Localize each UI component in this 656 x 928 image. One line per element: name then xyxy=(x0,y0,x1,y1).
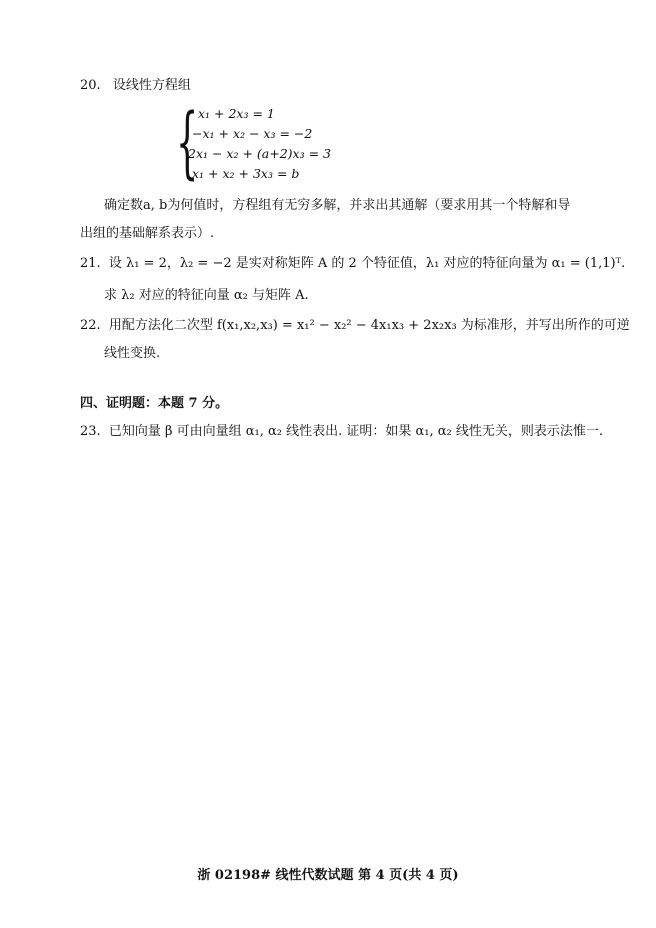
system-eq-1: x₁ + 2x₃ = 1 xyxy=(198,106,275,121)
equation-system xyxy=(176,100,346,186)
q22-line-1 xyxy=(80,318,630,334)
q23-text-1: 已知向量 β 可由向量组 α₁, α₂ 线性表出. 证明：如果 α₁, α₂ 线性无关，则表示法惟一. xyxy=(108,424,604,439)
q21-line-1 xyxy=(80,256,625,272)
q23-line-1 xyxy=(80,424,603,440)
system-eq-3: 2x₁ − x₂ + (a+2)x₃ = 3 xyxy=(188,146,331,161)
system-eq-4: x₁ + x₂ + 3x₃ = b xyxy=(192,166,300,181)
q21-text-1: 设 λ₁ = 2，λ₂ = −2 是实对称矩阵 A 的 2 个特征值，λ₁ 对应的特征向量为 α₁ = (1,1)ᵀ. xyxy=(108,256,626,271)
q22-text-1: 用配方法化二次型 f(x₁,x₂,x₃) = x₁² − x₂² − 4x₁x₃ + 2x₂x₃ 为标准形，并写出所作的可逆 xyxy=(108,318,630,333)
q23-number: 23. xyxy=(80,424,101,439)
q20-body-line-2: 出组的基础解系表示）. xyxy=(80,226,215,241)
q20-body-line-1: 确定数a, b为何值时，方程组有无穷多解，并求出其通解（要求用其一个特解和导 xyxy=(104,198,571,213)
q21-number: 21. xyxy=(80,256,101,271)
q20-line-intro xyxy=(80,78,191,94)
q20-number: 20. xyxy=(80,78,101,93)
q21-line-2: 求 λ₂ 对应的特征向量 α₂ 与矩阵 A. xyxy=(104,288,309,303)
q22-number: 22. xyxy=(80,318,101,333)
q22-line-2: 线性变换. xyxy=(104,346,161,361)
q20-intro: 设线性方程组 xyxy=(112,78,191,93)
system-eq-2: −x₁ + x₂ − x₃ = −2 xyxy=(192,126,313,141)
system-brace: { xyxy=(176,98,199,188)
section-heading: 四、证明题：本题 7 分。 xyxy=(80,396,229,411)
page-footer: 浙 02198# 线性代数试题 第 4 页(共 4 页) xyxy=(197,868,459,883)
